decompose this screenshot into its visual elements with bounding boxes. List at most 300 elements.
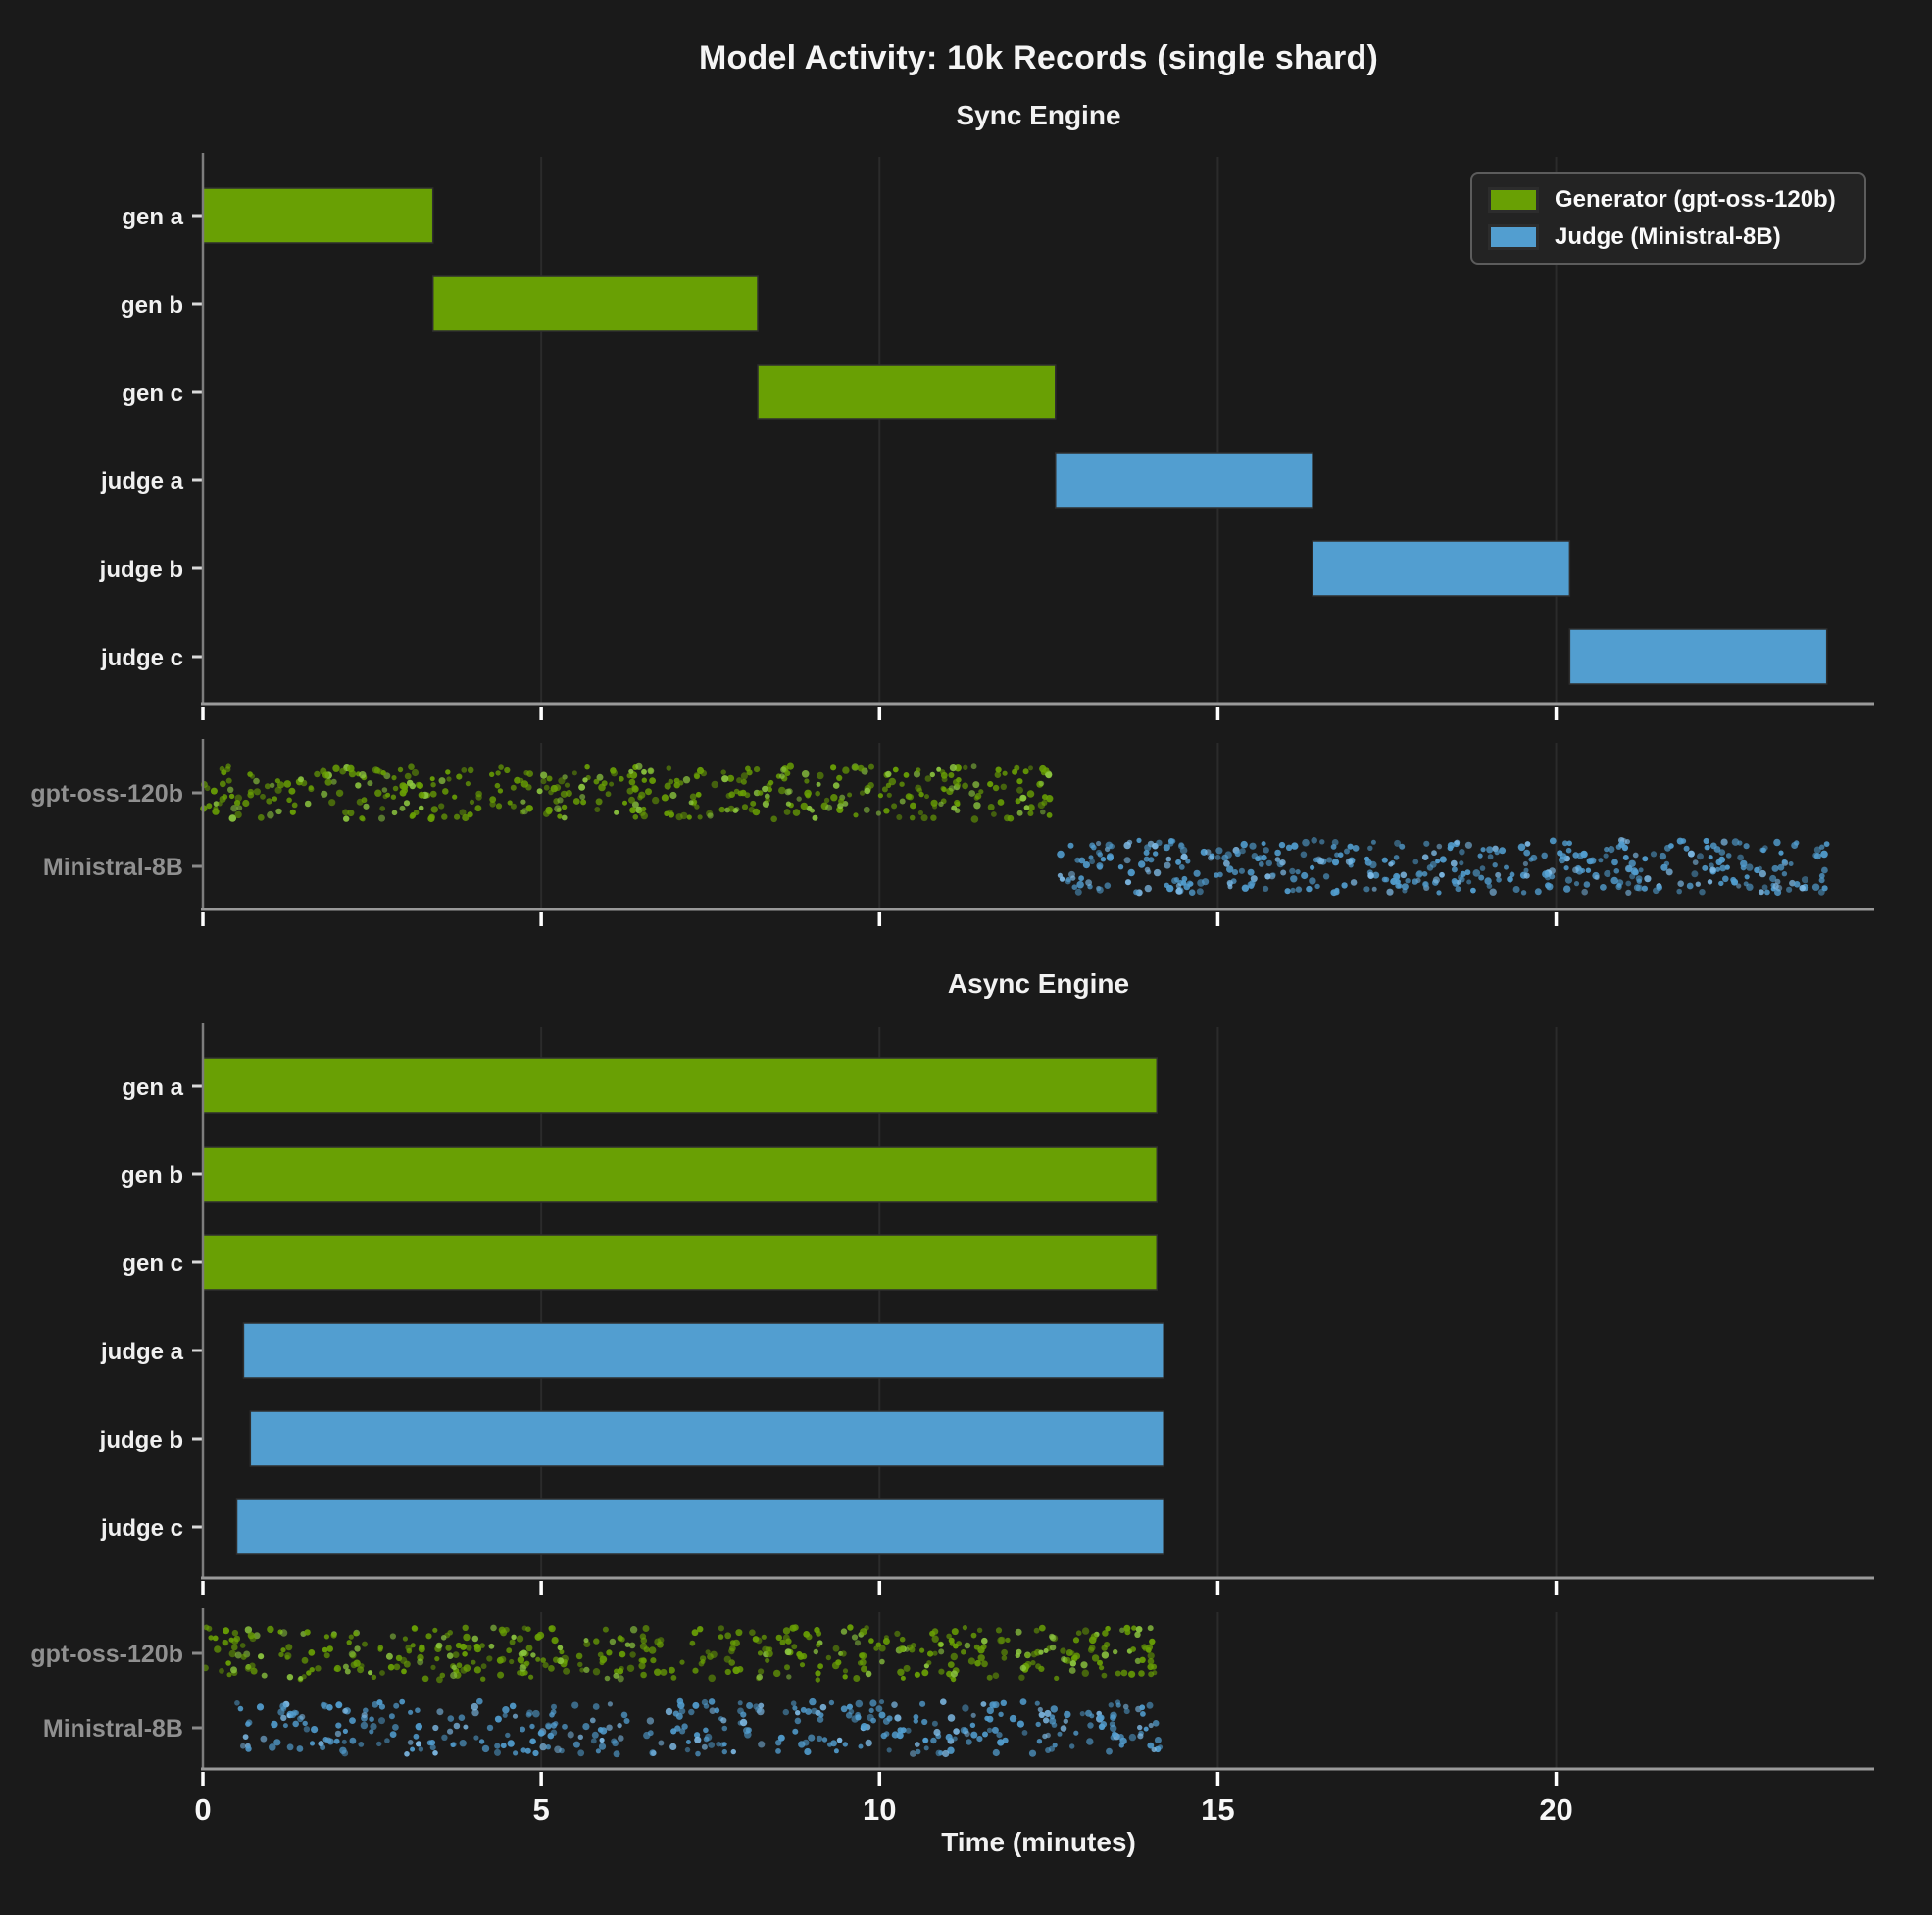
scatter-dot (412, 1625, 418, 1631)
scatter-dot (240, 1643, 246, 1648)
scatter-dot (1436, 890, 1441, 895)
scatter-dot (816, 1677, 820, 1682)
scatter-dot (1595, 875, 1600, 880)
scatter-dot (1138, 860, 1145, 867)
scatter-dot (231, 1645, 238, 1651)
scatter-dot (1123, 1625, 1130, 1632)
scatter-dot (298, 776, 304, 782)
scatter-dot (953, 1644, 959, 1649)
scatter-dot (393, 1703, 399, 1709)
scatter-dot (1140, 1711, 1146, 1717)
scatter-dot (1065, 1657, 1071, 1664)
scatter-dot (641, 812, 648, 819)
scatter-dot (817, 1663, 823, 1669)
scatter-dot (1598, 858, 1603, 862)
scatter-dot (446, 776, 451, 781)
scatter-dot (363, 1708, 369, 1714)
scatter-dot (1382, 877, 1388, 883)
scatter-dot (1691, 870, 1698, 877)
x-tick-label-5: 5 (532, 1792, 550, 1827)
scatter-dot (558, 777, 565, 784)
scatter-dot (232, 1630, 238, 1636)
scatter-dot (624, 1718, 630, 1724)
scatter-dot (489, 1644, 495, 1649)
scatter-dot (1286, 845, 1292, 851)
scatter-dot (613, 1673, 619, 1679)
scatter-dot (582, 777, 587, 782)
scatter-dot (1226, 865, 1233, 872)
scatter-dot (1068, 843, 1074, 849)
scatter-dot (966, 1739, 971, 1744)
scatter-dot (938, 802, 943, 807)
scatter-dot (868, 1638, 874, 1644)
scatter-dot (1625, 890, 1631, 896)
scatter-dot (410, 1747, 415, 1752)
scatter-dot (860, 1628, 867, 1635)
scatter-dot (442, 788, 449, 795)
scatter-dot (940, 769, 945, 774)
scatter-dot (1115, 1671, 1121, 1677)
scatter-dot (897, 1732, 904, 1739)
scatter-dot (293, 1710, 299, 1716)
scatter-dot (562, 1724, 568, 1730)
scatter-dot (275, 787, 282, 794)
scatter-dot (584, 764, 589, 769)
scatter-dot (548, 1665, 555, 1672)
scatter-dot (721, 775, 728, 782)
scatter-dot (302, 1674, 307, 1679)
scatter-dot (1073, 1731, 1078, 1736)
scatter-dot (1814, 853, 1821, 859)
scatter-dot (704, 1737, 710, 1743)
scatter-dot (1004, 814, 1011, 821)
scatter-dot (688, 1709, 694, 1715)
scatter-dot (593, 1638, 599, 1644)
scatter-dot (1309, 877, 1315, 884)
scatter-dot (649, 1646, 657, 1654)
scatter-dot (1060, 1647, 1065, 1653)
scatter-dot (407, 780, 414, 787)
scatter-dot (887, 793, 892, 798)
scatter-dot (1050, 1714, 1055, 1719)
scatter-dot (265, 783, 271, 789)
scatter-dot (475, 805, 482, 811)
scatter-dot (637, 795, 642, 800)
scatter-dot (801, 803, 808, 810)
scatter-dot (883, 1718, 890, 1725)
scatter-dot (1028, 765, 1033, 770)
scatter-dot (394, 1664, 401, 1671)
scatter-dot (1290, 875, 1297, 882)
scatter-dot (1098, 852, 1103, 857)
scatter-dot (1821, 867, 1828, 874)
scatter-dot (1097, 1660, 1103, 1666)
scatter-dot (690, 1641, 696, 1646)
scatter-dot (486, 1655, 492, 1661)
scatter-dot (973, 802, 980, 809)
legend (1470, 172, 1866, 265)
scatter-dot (1263, 847, 1269, 853)
scatter-dot (537, 788, 543, 794)
scatter-dot (1085, 879, 1092, 886)
scatter-dot (876, 810, 881, 815)
scatter-dot (238, 1706, 244, 1712)
scatter-dot (709, 1698, 716, 1705)
scatter-dot (310, 1741, 315, 1745)
scatter-dot (447, 1729, 453, 1735)
scatter-dot (896, 814, 902, 820)
scatter-dot (1102, 1673, 1108, 1679)
scatter-dot (1323, 873, 1329, 879)
scatter-dot (1668, 843, 1674, 849)
scatter-dot (891, 1701, 898, 1708)
scatter-dot (452, 1665, 457, 1670)
scatter-dot (762, 786, 768, 792)
scatter-dot (941, 786, 946, 791)
scatter-dot (610, 767, 617, 774)
scatter-dot (696, 792, 702, 798)
scatter-dot (1264, 873, 1270, 879)
scatter-dot (1363, 886, 1369, 892)
scatter-dot (535, 1634, 542, 1641)
scatter-dot (1486, 846, 1493, 853)
scatter-dot (504, 767, 510, 773)
scatter-dot (549, 1712, 555, 1718)
scatter-dot (1399, 844, 1405, 850)
scatter-dot (971, 1633, 977, 1639)
scatter-dot (881, 1733, 887, 1739)
scatter-dot (290, 810, 296, 815)
scatter-dot (260, 794, 266, 800)
scatter-dot (399, 1699, 405, 1705)
scatter-dot (972, 781, 979, 788)
async-gantt-bar-gen-c (203, 1235, 1157, 1290)
scatter-dot (287, 1674, 293, 1680)
scatter-dot (1513, 886, 1520, 893)
scatter-dot (436, 1708, 443, 1715)
scatter-dot (855, 1640, 861, 1645)
scatter-dot (378, 1645, 384, 1651)
scatter-dot (1726, 853, 1732, 859)
scatter-dot (266, 798, 272, 804)
scatter-dot (342, 1740, 347, 1744)
scatter-dot (654, 1669, 661, 1676)
scatter-dot (222, 1640, 227, 1645)
scatter-dot (1616, 844, 1622, 850)
scatter-dot (742, 804, 748, 810)
scatter-dot (1208, 855, 1214, 860)
scatter-dot (843, 1674, 848, 1679)
x-tick-label-10: 10 (863, 1792, 897, 1827)
scatter-dot (1541, 853, 1548, 859)
scatter-dot (692, 1702, 699, 1709)
scatter-dot (439, 777, 446, 784)
scatter-dot (321, 1702, 326, 1708)
scatter-dot (220, 781, 226, 788)
scatter-dot (432, 1750, 438, 1756)
scatter-dot (1040, 810, 1046, 815)
scatter-dot (1153, 851, 1158, 856)
scatter-dot (280, 1647, 285, 1652)
scatter-dot (229, 794, 234, 799)
scatter-dot (1614, 868, 1620, 874)
scatter-dot (660, 1669, 667, 1676)
scatter-dot (227, 787, 233, 793)
scatter-dot (416, 1741, 421, 1746)
scatter-dot (765, 797, 770, 803)
scatter-dot (510, 1640, 516, 1645)
scatter-dot (1119, 1738, 1126, 1744)
scatter-dot (856, 1700, 864, 1708)
scatter-dot (783, 1627, 790, 1634)
sync-strip-panel (30, 739, 1874, 926)
scatter-dot (784, 809, 791, 815)
scatter-dot (436, 1676, 443, 1683)
scatter-dot (578, 784, 585, 791)
scatter-dot (721, 769, 726, 774)
scatter-dot (438, 803, 444, 809)
scatter-dot (1488, 854, 1494, 859)
sync-gantt-row-label-judge-c: judge c (100, 645, 183, 671)
scatter-dot (385, 793, 390, 798)
scatter-dot (1189, 889, 1196, 896)
scatter-dot (466, 1645, 471, 1650)
scatter-dot (602, 780, 608, 786)
scatter-dot (833, 782, 840, 789)
scatter-dot (502, 1706, 509, 1713)
scatter-dot (900, 1637, 906, 1643)
scatter-dot (1664, 861, 1669, 866)
scatter-dot (1616, 879, 1623, 886)
scatter-dot (869, 1699, 876, 1706)
scatter-dot (388, 1664, 395, 1671)
scatter-dot (706, 1649, 711, 1654)
scatter-dot (471, 1660, 476, 1665)
scatter-dot (1708, 879, 1712, 884)
scatter-dot (1577, 853, 1584, 859)
scatter-dot (278, 1652, 283, 1657)
scatter-dot (1016, 787, 1023, 794)
scatter-dot (968, 1657, 975, 1664)
scatter-dot (993, 1701, 1000, 1708)
scatter-dot (746, 1702, 753, 1709)
scatter-dot (459, 1714, 466, 1721)
async-gantt-bar-judge-b (250, 1411, 1164, 1466)
scatter-dot (1076, 1630, 1082, 1636)
scatter-dot (1306, 886, 1312, 892)
scatter-dot (1154, 869, 1161, 876)
scatter-dot (968, 790, 975, 797)
scatter-dot (1395, 879, 1401, 885)
scatter-dot (1709, 867, 1715, 873)
generator-swatch (1488, 187, 1539, 213)
scatter-dot (332, 765, 339, 772)
scatter-dot (861, 1666, 867, 1673)
scatter-dot (441, 1735, 447, 1741)
scatter-dot (879, 1659, 885, 1665)
scatter-dot (1145, 867, 1151, 873)
scatter-dot (619, 1666, 624, 1671)
scatter-dot (690, 794, 697, 801)
scatter-dot (984, 1716, 989, 1721)
scatter-dot (489, 772, 494, 777)
scatter-dot (391, 775, 396, 780)
scatter-dot (962, 1704, 968, 1711)
scatter-dot (1721, 839, 1728, 846)
scatter-dot (1037, 1739, 1042, 1743)
scatter-dot (543, 1662, 549, 1668)
scatter-dot (1239, 868, 1245, 874)
scatter-dot (1465, 869, 1471, 875)
scatter-dot (229, 1638, 234, 1643)
scatter-dot (398, 767, 403, 772)
scatter-dot (390, 1633, 396, 1639)
scatter-dot (720, 1717, 726, 1723)
scatter-dot (643, 1625, 650, 1632)
scatter-dot (1089, 843, 1095, 849)
scatter-dot (835, 1659, 841, 1665)
async-strip-row-label-gpt-oss-120b: gpt-oss-120b (30, 1641, 183, 1668)
scatter-dot (981, 1660, 988, 1667)
scatter-dot (359, 771, 366, 778)
scatter-dot (866, 1740, 872, 1746)
scatter-dot (1319, 839, 1324, 844)
scatter-dot (714, 1707, 719, 1713)
scatter-dot (241, 1654, 247, 1660)
scatter-dot (1110, 1721, 1115, 1727)
scatter-dot (1762, 845, 1768, 851)
scatter-dot (1542, 870, 1550, 878)
legend-generator-label: Generator (gpt-oss-120b) (1555, 186, 1836, 213)
scatter-dot (1564, 865, 1569, 870)
scatter-dot (562, 815, 568, 821)
scatter-dot (430, 1665, 435, 1670)
scatter-dot (379, 1704, 385, 1710)
async-strip-dots-gpt-oss-120b (202, 1624, 1157, 1683)
scatter-dot (1029, 1750, 1036, 1757)
scatter-dot (758, 1741, 765, 1747)
scatter-dot (708, 1742, 715, 1748)
scatter-dot (389, 1713, 395, 1719)
scatter-dot (349, 1635, 354, 1640)
scatter-dot (724, 1632, 731, 1639)
scatter-dot (269, 1743, 276, 1751)
scatter-dot (1386, 889, 1393, 896)
scatter-dot (629, 779, 636, 786)
scatter-dot (223, 1627, 229, 1634)
scatter-dot (1215, 855, 1221, 860)
scatter-dot (775, 1748, 781, 1754)
scatter-dot (938, 1642, 943, 1646)
scatter-dot (827, 1743, 832, 1747)
scatter-dot (549, 1626, 554, 1631)
scatter-dot (847, 793, 852, 798)
scatter-dot (911, 1643, 916, 1648)
scatter-dot (1634, 884, 1641, 891)
scatter-dot (841, 1705, 848, 1712)
async-strip-panel (30, 1608, 1874, 1827)
scatter-dot (1107, 853, 1114, 859)
scatter-dot (408, 1710, 413, 1715)
sync-gantt-bar-gen-c (758, 365, 1056, 419)
scatter-dot (592, 1732, 599, 1739)
scatter-dot (982, 1732, 988, 1738)
scatter-dot (975, 793, 982, 800)
scatter-dot (740, 790, 747, 797)
scatter-dot (1302, 839, 1310, 847)
scatter-dot (501, 1743, 507, 1748)
scatter-dot (414, 1734, 420, 1740)
scatter-dot (1078, 858, 1085, 864)
scatter-dot (669, 1667, 675, 1674)
scatter-dot (712, 781, 718, 788)
scatter-dot (824, 798, 829, 803)
scatter-dot (390, 1731, 397, 1738)
sync-strip-dots-gpt-oss-120b (200, 763, 1053, 823)
scatter-dot (1046, 771, 1053, 778)
scatter-dot (703, 1728, 709, 1734)
scatter-dot (1205, 849, 1211, 855)
scatter-dot (1334, 853, 1339, 858)
scatter-dot (311, 1726, 318, 1733)
scatter-dot (1285, 888, 1291, 894)
scatter-dot (1746, 863, 1753, 870)
scatter-dot (339, 768, 346, 775)
scatter-dot (523, 770, 528, 775)
scatter-dot (612, 1740, 619, 1746)
x-tick-label-20: 20 (1539, 1792, 1573, 1827)
scatter-dot (545, 807, 553, 814)
scatter-dot (480, 1677, 485, 1682)
scatter-dot (513, 1750, 518, 1755)
scatter-dot (1051, 1705, 1058, 1712)
scatter-dot (1139, 1657, 1145, 1663)
scatter-dot (805, 793, 811, 799)
scatter-dot (1586, 868, 1591, 873)
scatter-dot (1820, 851, 1828, 859)
scatter-dot (1549, 874, 1555, 880)
scatter-dot (864, 807, 870, 813)
scatter-dot (719, 1742, 725, 1747)
scatter-dot (372, 766, 379, 773)
scatter-dot (932, 1651, 937, 1656)
scatter-dot (817, 772, 823, 779)
scatter-dot (1164, 883, 1169, 888)
scatter-dot (762, 1635, 767, 1640)
scatter-dot (1099, 1665, 1104, 1670)
scatter-dot (1330, 889, 1337, 896)
scatter-dot (816, 1643, 820, 1647)
scatter-dot (1136, 1626, 1143, 1633)
scatter-dot (826, 1655, 831, 1660)
scatter-dot (498, 764, 504, 770)
scatter-dot (899, 782, 904, 787)
scatter-dot (1642, 886, 1648, 892)
scatter-dot (998, 799, 1005, 806)
scatter-dot (1709, 855, 1713, 859)
scatter-dot (791, 1644, 797, 1649)
scatter-dot (321, 791, 327, 798)
scatter-dot (1636, 875, 1643, 882)
scatter-dot (593, 1668, 600, 1675)
scatter-dot (1754, 867, 1759, 873)
scatter-dot (204, 1625, 210, 1631)
scatter-dot (836, 775, 842, 781)
scatter-dot (1099, 1724, 1105, 1730)
scatter-dot (606, 1649, 612, 1655)
scatter-dot (776, 1635, 782, 1641)
scatter-dot (627, 1665, 634, 1672)
